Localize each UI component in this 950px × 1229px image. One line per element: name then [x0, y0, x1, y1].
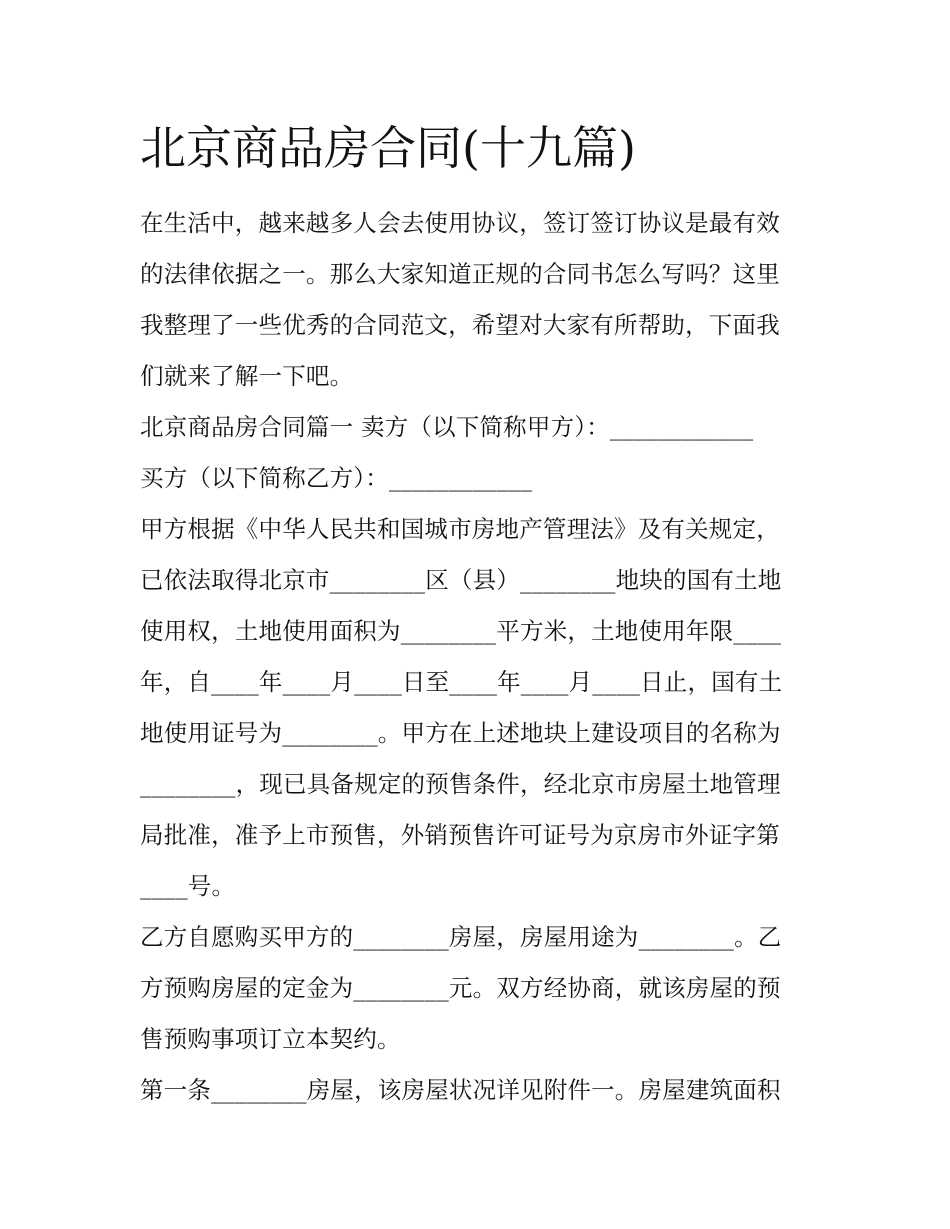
- text-line: 北京商品房合同篇一 卖方（以下简称甲方）：____________: [140, 413, 754, 441]
- document-body: [140, 198, 820, 1116]
- text-line: 的法律依据之一。那么大家知道正规的合同书怎么写吗？这里: [140, 260, 780, 288]
- text-line: 乙方自愿购买甲方的________房屋，房屋用途为________。乙: [140, 923, 782, 951]
- text-line: 局批准，准予上市预售，外销预售许可证号为京房市外证字第: [140, 821, 780, 849]
- text-line: 年，自____年____月____日至____年____月____日止，国有土: [140, 668, 783, 696]
- text-line: 第一条________房屋，该房屋状况详见附件一。房屋建筑面积: [140, 1076, 781, 1104]
- text-line: 售预购事项订立本契约。: [140, 1025, 401, 1053]
- text-line: 使用权，土地使用面积为________平方米，土地使用年限____: [140, 617, 782, 645]
- text-line: 买方（以下简称乙方）：____________: [140, 464, 533, 492]
- text-line: ________，现已具备规定的预售条件，经北京市房屋土地管理: [140, 770, 781, 798]
- text-line: 方预购房屋的定金为________元。双方经协商，就该房屋的预: [140, 974, 781, 1002]
- document-title: 北京商品房合同(十九篇): [140, 121, 636, 175]
- text-line: 已依法取得北京市________区（县）________地块的国有土地: [140, 566, 782, 594]
- text-line: 地使用证号为________。甲方在上述地块上建设项目的名称为: [140, 719, 781, 747]
- text-line: 们就来了解一下吧。: [140, 362, 354, 390]
- text-line: ____号。: [140, 872, 236, 900]
- text-line: 在生活中，越来越多人会去使用协议，签订签订协议是最有效: [140, 209, 780, 237]
- text-line: 我整理了一些优秀的合同范文，希望对大家有所帮助，下面我: [140, 311, 780, 339]
- text-line: 甲方根据《中华人民共和国城市房地产管理法》及有关规定，: [140, 515, 780, 543]
